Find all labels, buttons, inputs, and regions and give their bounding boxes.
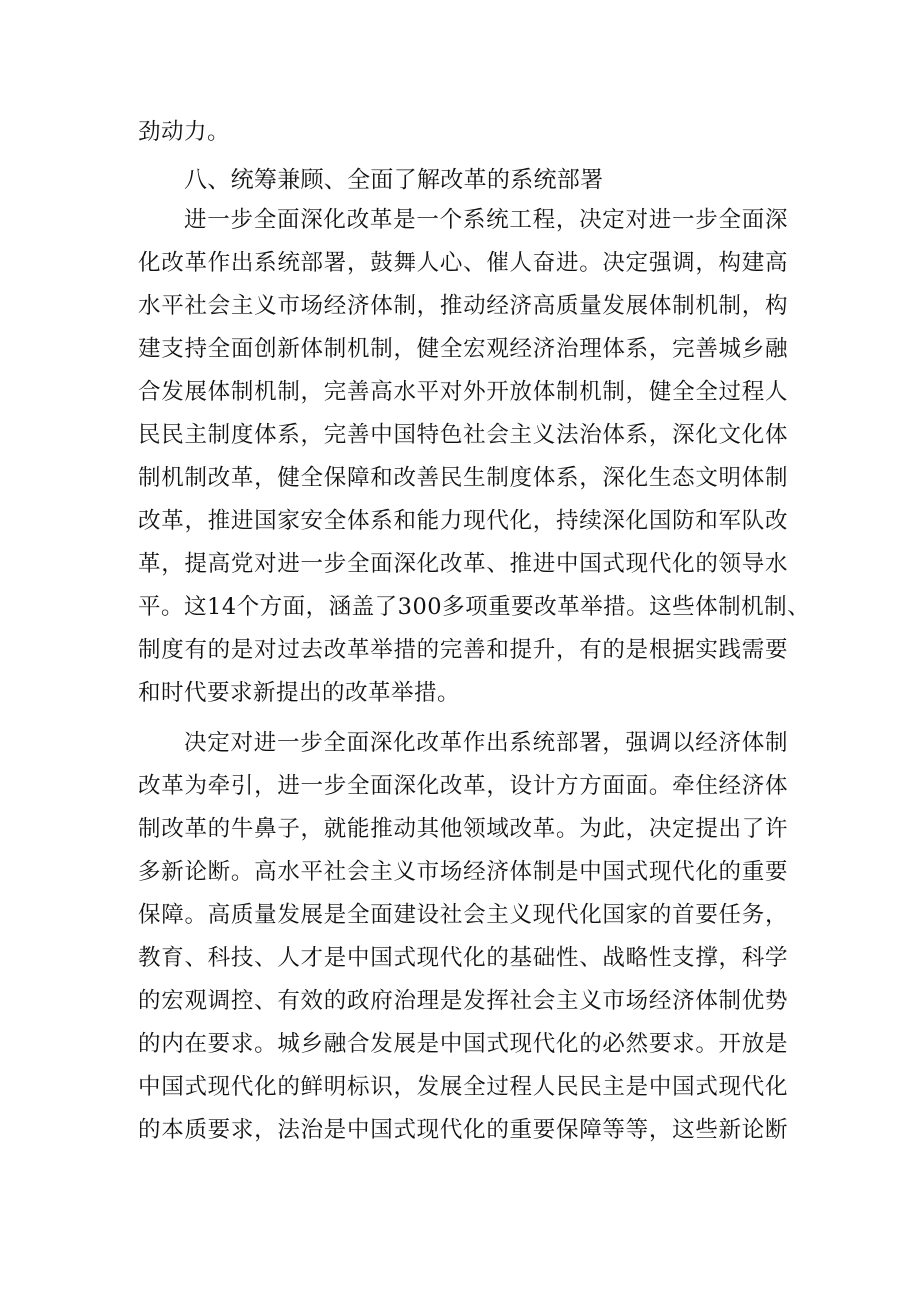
paragraph-line: 平。这14个方面，涵盖了300多项重要改革举措。这些体制机制、 [138, 594, 811, 620]
paragraph-line: 教育、科技、人才是中国式现代化的基础性、战略性支撑，科学 [138, 945, 788, 971]
paragraph-line: 建支持全面创新体制机制，健全宏观经济治理体系，完善城乡融 [138, 336, 788, 362]
paragraph-line: 民民主制度体系，完善中国特色社会主义法治体系，深化文化体 [138, 422, 788, 448]
paragraph-line: 的宏观调控、有效的政府治理是发挥社会主义市场经济体制优势 [138, 988, 788, 1014]
paragraph-line: 多新论断。高水平社会主义市场经济体制是中国式现代化的重要 [138, 859, 788, 885]
paragraph-line: 中国式现代化的鲜明标识，发展全过程人民民主是中国式现代化 [138, 1074, 788, 1100]
paragraph-line: 的本质要求，法治是中国式现代化的重要保障等等，这些新论断 [138, 1117, 788, 1143]
paragraph-line: 改革为牵引，进一步全面深化改革，设计方方面面。牵住经济体 [138, 773, 788, 799]
paragraph-line: 革，提高党对进一步全面深化改革、推进中国式现代化的领导水 [138, 551, 788, 577]
paragraph-line: 合发展体制机制，完善高水平对外开放体制机制，健全全过程人 [138, 379, 788, 405]
paragraph-line: 进一步全面深化改革是一个系统工程，决定对进一步全面深 [184, 207, 788, 233]
section-heading: 八、统筹兼顾、全面了解改革的系统部署 [184, 167, 604, 193]
paragraph-line: 制机制改革，健全保障和改善民生制度体系，深化生态文明体制 [138, 465, 788, 491]
paragraph-line: 制改革的牛鼻子，就能推动其他领域改革。为此，决定提出了许 [138, 816, 788, 842]
paragraph-line: 和时代要求新提出的改革举措。 [138, 680, 461, 706]
paragraph-line: 化改革作出系统部署，鼓舞人心、催人奋进。决定强调，构建高 [138, 250, 788, 276]
paragraph-line: 的内在要求。城乡融合发展是中国式现代化的必然要求。开放是 [138, 1031, 788, 1057]
paragraph-line: 改革，推进国家安全体系和能力现代化，持续深化国防和军队改 [138, 508, 788, 534]
paragraph-line: 制度有的是对过去改革举措的完善和提升，有的是根据实践需要 [138, 637, 788, 663]
paragraph-line: 水平社会主义市场经济体制，推动经济高质量发展体制机制，构 [138, 293, 788, 319]
paragraph-line: 保障。高质量发展是全面建设社会主义现代化国家的首要任务， [138, 902, 788, 928]
text-line: 劲动力。 [138, 119, 231, 145]
paragraph-line: 决定对进一步全面深化改革作出系统部署，强调以经济体制 [184, 730, 788, 756]
